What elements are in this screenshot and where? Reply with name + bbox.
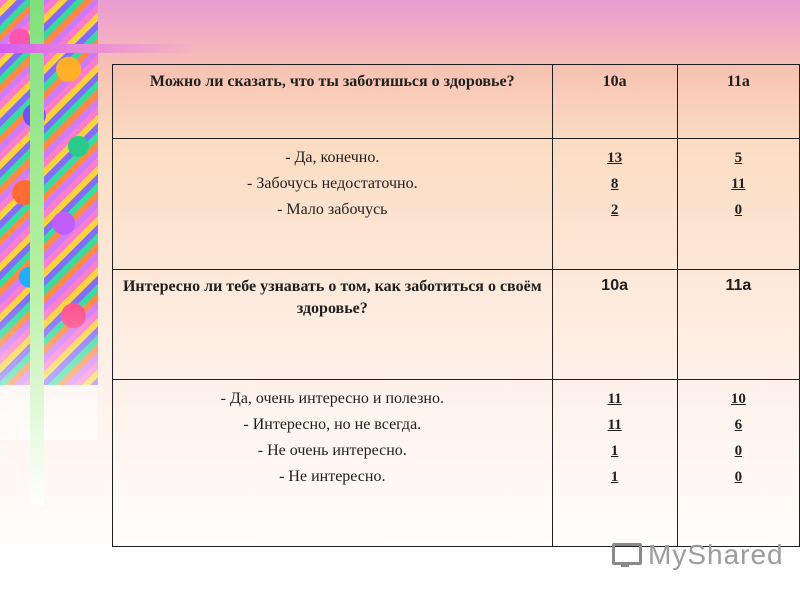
- value-cell: 10: [730, 391, 746, 407]
- question-1: Можно ли сказать, что ты заботишься о здоровье?: [113, 65, 553, 139]
- answer-option: - Да, конечно.: [285, 149, 380, 166]
- value-cell: 1: [610, 443, 619, 459]
- value-cell: 0: [734, 202, 743, 218]
- values-11a-2: [677, 380, 799, 547]
- answers-1: [113, 139, 553, 270]
- answer-option: - Не очень интересно.: [257, 442, 407, 459]
- value-cell: 13: [607, 150, 623, 166]
- table-row: [113, 270, 800, 380]
- table-row: [113, 380, 800, 547]
- value-cell: 8: [610, 176, 619, 192]
- table-row: [113, 139, 800, 270]
- answer-option: - Не интересно.: [279, 468, 386, 485]
- answer-option: - Да, очень интересно и полезно.: [220, 390, 444, 407]
- values-10a-2: [552, 380, 677, 547]
- decor-green-bar: [30, 0, 44, 505]
- value-cell: 5: [734, 150, 743, 166]
- survey-table: [112, 64, 800, 547]
- answers-2: [113, 380, 553, 547]
- value-cell: 11: [607, 417, 622, 433]
- watermark-text: MyShared: [648, 539, 784, 570]
- table-row: [113, 65, 800, 139]
- value-cell: 1: [610, 469, 619, 485]
- answer-option: - Забочусь недостаточно.: [247, 175, 418, 192]
- value-cell: 6: [734, 417, 743, 433]
- monitor-icon: [606, 541, 642, 569]
- value-cell: 11: [731, 176, 746, 192]
- value-cell: 11: [607, 391, 622, 407]
- values-11a-1: [677, 139, 799, 270]
- column-header-10a: 10а: [552, 270, 677, 380]
- value-cell: 0: [734, 469, 743, 485]
- column-header-11a: 11а: [677, 270, 799, 380]
- answer-option: - Интересно, но не всегда.: [243, 416, 422, 433]
- values-10a-1: [552, 139, 677, 270]
- decor-mosaic-fade: [0, 300, 98, 440]
- column-header-10a: 10а: [552, 65, 677, 139]
- decor-magenta-bar: [0, 44, 195, 53]
- value-cell: 0: [734, 443, 743, 459]
- myshared-watermark: [606, 538, 784, 572]
- column-header-11a: 11а: [677, 65, 799, 139]
- question-2: Интересно ли тебе узнавать о том, как заботиться о своём здоровье?: [113, 270, 553, 380]
- answer-option: - Мало забочусь: [277, 201, 388, 218]
- value-cell: 2: [610, 202, 619, 218]
